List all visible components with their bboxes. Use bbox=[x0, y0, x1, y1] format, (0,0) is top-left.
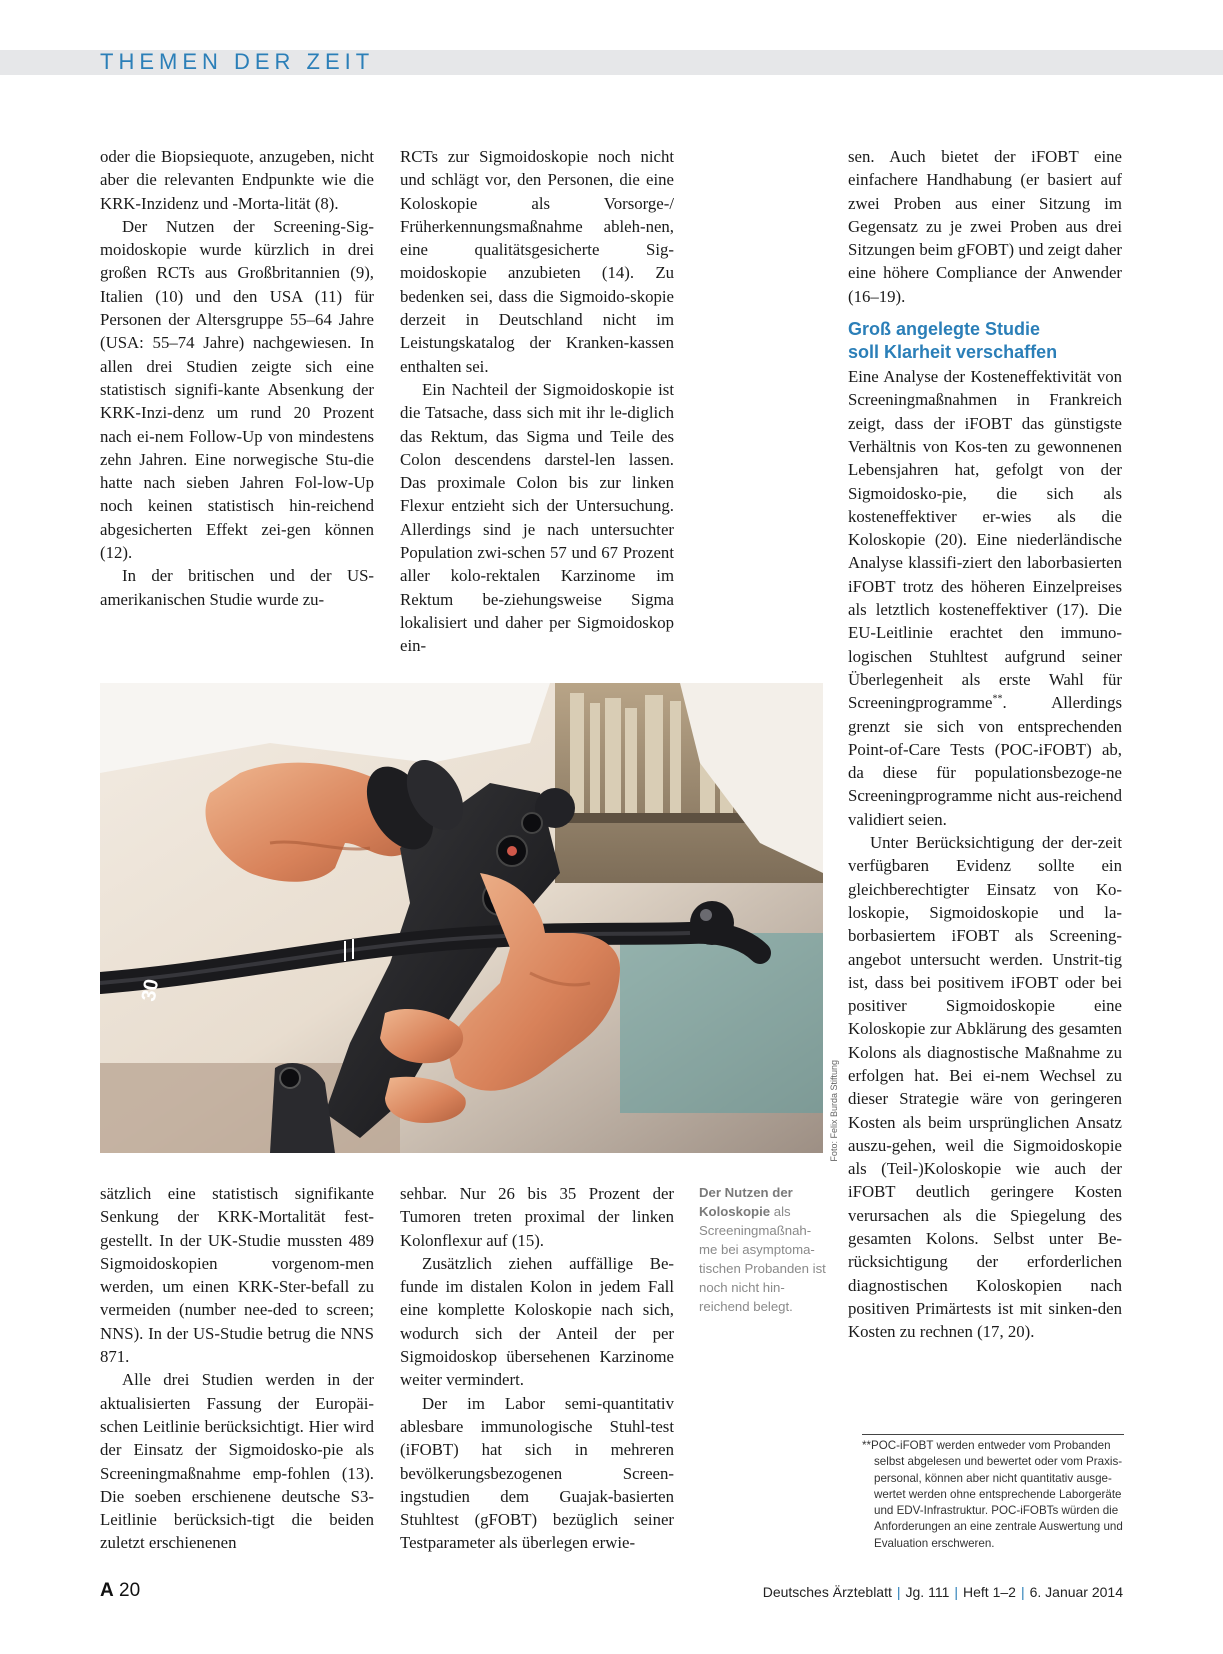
endoscope-illustration bbox=[100, 683, 823, 1153]
separator: | bbox=[896, 1584, 901, 1600]
journal-name: Deutsches Ärzteblatt bbox=[762, 1584, 892, 1600]
paragraph: Der im Labor semi-quantitativ ablesbare immunologische Stuhl-test (iFOBT) hat sich in mehreren bevölkerungsbezogenen Screen-ingstudien dem Guajak-basierten Stuhltest (gFOBT) bezüglich seiner Testparameter als überlegen erwie- bbox=[400, 1393, 674, 1553]
article-column-1-bottom bbox=[100, 1182, 374, 1555]
separator: | bbox=[1020, 1584, 1025, 1600]
subheading-line: Groß angelegte Studie bbox=[848, 319, 1041, 340]
endoscope-photo bbox=[100, 683, 823, 1153]
paragraph: RCTs zur Sigmoidoskopie noch nicht und schlägt vor, den Personen, die eine Koloskopie als Vorsorge-/ Früherkennungsmaßnahme ableh-nen, eine qualitätsgesicherte Sig-moidoskopie anzubieten (14). Zu bedenken sei, dass die Sigmoido-skopie derzeit in Deutschland nicht im Leistungskatalog der Kranken-kassen enthalten sei. bbox=[400, 147, 674, 376]
paragraph-text: . Allerdings grenzt sie sich von entsprechenden Point-of-Care Tests (POC-iFOBT) ab, da diese für populationsbezoge-ne Screeningprogramme nicht aus-reichend validiert seien. bbox=[848, 693, 1122, 829]
journal-footer bbox=[763, 1584, 1123, 1600]
scope-marking: 30 bbox=[137, 977, 164, 1004]
paragraph: sehbar. Nur 26 bis 35 Prozent der Tumoren treten proximal der linken Kolonflexur auf (15). bbox=[400, 1184, 674, 1250]
paragraph: Ein Nachteil der Sigmoidoskopie ist die Tatsache, dass sich mit ihr le-diglich das Rektum, das Sigma und Teile des Colon descendens darstel-len lassen. Das proximale Colon bis zur linken Flexur entzieht sich der Untersuchung. Allerdings sind je nach untersuchter Population zwi-schen 57 und 67 Prozent aller kolo-rektalen Karzinome im Rektum be-ziehungsweise Sigma lokalisiert und daher per Sigmoidoskop ein- bbox=[400, 379, 674, 656]
footnote-marker: ** bbox=[992, 693, 1003, 705]
journal-issue: Heft 1–2 bbox=[963, 1584, 1016, 1600]
paragraph: Alle drei Studien werden in der aktualisierten Fassung der Europäi-schen Leitlinie berücksichtigt. Hier wird der Einsatz der Sigmoidosko-pie als Screeningmaßnahme emp-fohlen (13). Die soeben erschienene deutsche S3-Leitlinie berücksich-tigt die beiden zuletzt erschienenen bbox=[100, 1370, 374, 1553]
subheading-line: soll Klarheit verschaffen bbox=[848, 342, 1058, 363]
page-letter: A bbox=[100, 1580, 114, 1601]
paragraph bbox=[848, 365, 1122, 831]
paragraph: Unter Berücksichtigung der der-zeit verfügbaren Evidenz sollte ein gleichberechtigter Einsatz von Ko-loskopie, Sigmoidoskopie und la-borbasiertem iFOBT als Screening-angebot untersucht werden. Unstrit-tig ist, dass bei positivem iFOBT oder bei positiver Sigmoidoskopie eine Koloskopie zur Abklärung des gesamten Kolons als diagnostische Maßnahme zu erfolgen hat. Bei ei-nem Wechsel zu dieser Strategie wäre von geringeren Kosten als beim ursprünglichen Ansatz auszu-gehen, weil die Sigmoidoskopie als (Teil-)Koloskopie wie auch der iFOBT deutlich geringere Kosten verursachen als die Spiegelung des gesamten Kolons. Selbst unter Be-rücksichtigung der erforderlichen diagnostischen Koloskopien nach positiven Primärtests ist mit sinken-den Kosten zu rechnen (17, 20). bbox=[848, 833, 1122, 1342]
article-column-1-top bbox=[100, 145, 374, 611]
footnote-text: **POC-iFOBT werden entweder vom Probanden selbst abgelesen und bewertet oder vom Praxis-personal, können aber nicht quantitativ ausge-wertet werden ohne entsprechende Laborgeräte und EDV-Infrastruktur. POC-iFOBTs würden die Anforderungen an eine zentrale Auswertung und Evaluation erschweren. bbox=[862, 1439, 1123, 1550]
paragraph-text: Eine Analyse der Kosteneffektivität von Screeningmaßnahmen in Frankreich zeigt, dass der iFOBT das günstigste Verhältnis von Kos-ten zu gewonnenen Lebensjahren hat, gefolgt von der Sigmoidosko-pie, die sich als kosteneffektiver er-wies als die Koloskopie (20). Eine niederländische Analyse klassifi-ziert den laborbasierten iFOBT trotz des höheren Einzelpreises als letztlich kosteneffektiver (17). Die EU-Leitlinie erachtet den immuno-logischen Stuhltest aufgrund seiner Überlegenheit als erste Wahl für Screeningprogramme bbox=[848, 367, 1122, 713]
caption-text: als Screeningmaßnah-me bei asymptoma-tischen Probanden ist noch nicht hin-reichend belegt. bbox=[699, 1204, 826, 1314]
article-column-3 bbox=[848, 145, 1122, 1344]
subheading bbox=[848, 318, 1122, 364]
photo-credit: Foto: Felix Burda Stiftung bbox=[829, 1060, 839, 1162]
paragraph: Zusätzlich ziehen auffällige Be-funde im distalen Kolon in jedem Fall eine komplette Koloskopie nach sich, wodurch sich der Anteil der per Sigmoidoskop übersehenen Karzinome weiter vermindert. bbox=[400, 1253, 674, 1390]
section-title: THEMEN DER ZEIT bbox=[100, 49, 375, 74]
caption-bold: Der Nutzen der Koloskopie bbox=[699, 1185, 793, 1219]
article-column-2-top bbox=[400, 145, 674, 658]
footnote bbox=[862, 1438, 1124, 1552]
paragraph: oder die Biopsiequote, anzugeben, nicht aber die relevanten Endpunkte wie die KRK-Inzidenz und -Morta-lität (8). bbox=[100, 147, 374, 213]
article-column-2-bottom bbox=[400, 1182, 674, 1555]
paragraph: In der britischen und der US-amerikanischen Studie wurde zu- bbox=[100, 566, 374, 609]
paragraph: Der Nutzen der Screening-Sig-moidoskopie wurde kürzlich in drei großen RCTs aus Großbritannien (9), Italien (10) und den USA (11) für Personen der Altersgruppe 55–64 Jahre (USA: 55–74 Jahre) nachgewiesen. In allen drei Studien zeigte sich eine statistisch signifi-kante Absenkung der KRK-Inzi-denz um rund 20 Prozent nach ei-nem Follow-Up von mindestens zehn Jahren. Eine norwegische Stu-die hatte nach sieben Jahren Fol-low-Up noch keinen statistisch hin-reichend abgesicherten Effekt zei-gen können (12). bbox=[100, 216, 374, 563]
journal-volume: Jg. 111 bbox=[905, 1584, 950, 1600]
paragraph: sen. Auch bietet der iFOBT eine einfachere Handhabung (er basiert auf zwei Proben aus einer Sitzung im Gegensatz zu je zwei Proben aus drei Sitzungen beim gFOBT) und zeigt daher eine höhere Compliance der Anwender (16–19). bbox=[848, 147, 1122, 306]
page-digits: 20 bbox=[119, 1580, 141, 1601]
separator: | bbox=[954, 1584, 959, 1600]
journal-date: 6. Januar 2014 bbox=[1029, 1584, 1123, 1600]
page-number bbox=[100, 1580, 140, 1602]
paragraph: sätzlich eine statistisch signifikante Senkung der KRK-Mortalität fest-gestellt. In der UK-Studie mussten 489 Sigmoidoskopien vorgenom-men werden, um einen KRK-Ster-befall zu vermeiden (number nee-ded to screen; NNS). In der US-Studie betrug die NNS 871. bbox=[100, 1184, 374, 1367]
footnote-divider bbox=[862, 1434, 1124, 1435]
photo-caption bbox=[699, 1183, 829, 1316]
